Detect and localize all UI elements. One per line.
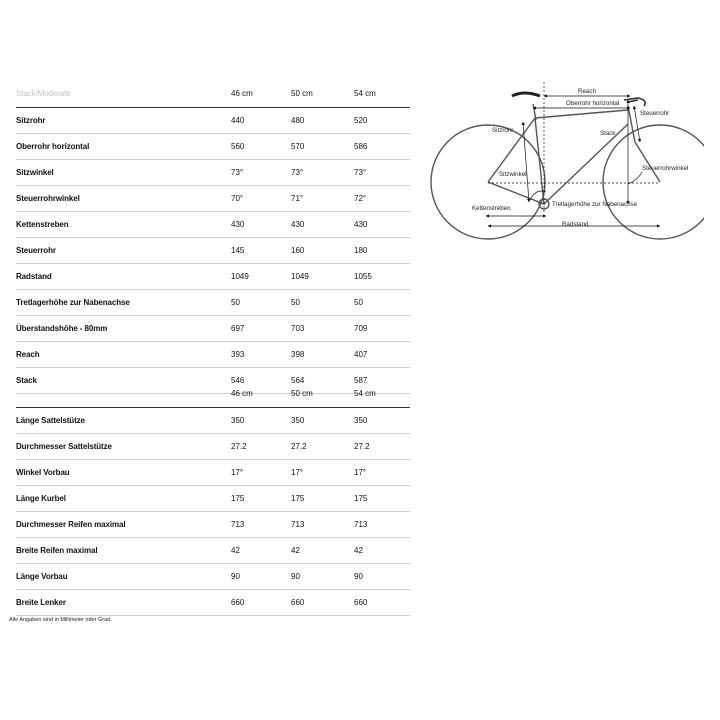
- row-label: Sitzrohr: [16, 116, 46, 125]
- table-row: [16, 342, 410, 368]
- row-value: 703: [291, 324, 305, 333]
- row-value: 560: [231, 142, 245, 151]
- row-label: Radstand: [16, 272, 52, 281]
- row-value: 393: [231, 350, 245, 359]
- table-row: [16, 238, 410, 264]
- components-table: [16, 384, 410, 616]
- header-size-50: 50 cm: [291, 89, 313, 98]
- row-value: 27.2: [231, 442, 247, 451]
- row-value: 1049: [291, 272, 309, 281]
- row-value: 50: [291, 298, 300, 307]
- row-value: 350: [231, 416, 245, 425]
- table-row: [16, 434, 410, 460]
- table-row: [16, 290, 410, 316]
- row-value: 175: [354, 494, 368, 503]
- row-value: 73°: [231, 168, 244, 177]
- row-value: 17°: [291, 468, 304, 477]
- header-size-54: 54 cm: [354, 89, 376, 98]
- row-value: 50: [231, 298, 240, 307]
- header-size-54: 54 cm: [354, 389, 376, 398]
- front-wheel: [603, 125, 704, 239]
- row-value: 440: [231, 116, 245, 125]
- row-value: 697: [231, 324, 245, 333]
- row-value: 520: [354, 116, 368, 125]
- bike-geometry-diagram: [428, 82, 704, 244]
- table-row: [16, 316, 410, 342]
- label-seat-tube: Sitzrohr: [492, 127, 514, 134]
- table-row: [16, 108, 410, 134]
- seat-tube-line: [523, 122, 529, 202]
- table-row: [16, 212, 410, 238]
- label-chainstays: Kettenstreben: [472, 205, 511, 212]
- row-value: 430: [231, 220, 245, 229]
- geometry-table-header: [16, 84, 410, 108]
- row-value: 90: [291, 572, 300, 581]
- row-label: Länge Vorbau: [16, 572, 68, 581]
- row-label: Breite Reifen maximal: [16, 546, 98, 555]
- row-value: 1055: [354, 272, 372, 281]
- handlebar: [624, 98, 645, 106]
- row-value: 175: [231, 494, 245, 503]
- header-size-46: 46 cm: [231, 389, 253, 398]
- row-value: 350: [291, 416, 305, 425]
- row-value: 27.2: [291, 442, 307, 451]
- row-value: 480: [291, 116, 305, 125]
- head-angle-arc: [628, 172, 642, 184]
- row-label: Durchmesser Sattelstütze: [16, 442, 112, 451]
- row-value: 587: [354, 376, 368, 385]
- table-row: [16, 134, 410, 160]
- label-stack: Stack: [600, 130, 616, 137]
- saddle: [512, 93, 540, 96]
- label-head-angle: Steuerrohrwinkel: [642, 165, 689, 172]
- label-head-tube: Steuerrohr: [640, 110, 670, 117]
- label-wheelbase: Radstand: [562, 221, 589, 228]
- fork: [635, 142, 660, 182]
- table-row: [16, 160, 410, 186]
- row-value: 586: [354, 142, 368, 151]
- row-value: 350: [354, 416, 368, 425]
- row-label: Länge Kurbel: [16, 494, 66, 503]
- row-value: 660: [291, 598, 305, 607]
- row-value: 145: [231, 246, 245, 255]
- row-value: 50: [354, 298, 363, 307]
- header-size-50: 50 cm: [291, 389, 313, 398]
- table-row: [16, 590, 410, 616]
- table-row: [16, 538, 410, 564]
- row-value: 42: [291, 546, 300, 555]
- head-tube: [628, 106, 635, 142]
- row-value: 430: [354, 220, 368, 229]
- row-label: Winkel Vorbau: [16, 468, 70, 477]
- row-value: 27.2: [354, 442, 370, 451]
- row-label: Sitzwinkel: [16, 168, 54, 177]
- table-row: [16, 408, 410, 434]
- row-value: 175: [291, 494, 305, 503]
- footnote: Alle Angaben sind in Millimeter oder Grad.: [9, 617, 112, 623]
- label-top-tube: Oberrohr horizontal: [566, 100, 620, 107]
- row-label: Steuerrohrwinkel: [16, 194, 80, 203]
- row-value: 709: [354, 324, 368, 333]
- table-row: [16, 264, 410, 290]
- row-value: 546: [231, 376, 245, 385]
- row-value: 71°: [291, 194, 304, 203]
- row-value: 70°: [231, 194, 244, 203]
- row-value: 17°: [354, 468, 367, 477]
- row-value: 180: [354, 246, 368, 255]
- row-label: Stack: [16, 376, 37, 385]
- row-value: 73°: [354, 168, 367, 177]
- row-label: Oberrohr horizontal: [16, 142, 90, 151]
- table-row: [16, 564, 410, 590]
- row-value: 42: [231, 546, 240, 555]
- row-label: Tretlagerhöhe zur Nabenachse: [16, 298, 130, 307]
- table-row: [16, 460, 410, 486]
- row-value: 90: [354, 572, 363, 581]
- row-value: 713: [291, 520, 305, 529]
- table-row: [16, 186, 410, 212]
- row-value: 407: [354, 350, 368, 359]
- row-label: Steuerrohr: [16, 246, 56, 255]
- components-table-header: [16, 384, 410, 408]
- row-value: 398: [291, 350, 305, 359]
- top-tube: [535, 110, 628, 118]
- table-row: [16, 486, 410, 512]
- row-value: 713: [354, 520, 368, 529]
- row-value: 160: [291, 246, 305, 255]
- stem: [628, 100, 638, 102]
- label-reach: Reach: [578, 88, 596, 95]
- row-label: Durchmesser Reifen maximal: [16, 520, 126, 529]
- row-label: Breite Lenker: [16, 598, 66, 607]
- row-value: 1049: [231, 272, 249, 281]
- row-value: 660: [354, 598, 368, 607]
- label-bb-drop: Tretlagerhöhe zur Nabenachse: [552, 201, 638, 208]
- row-value: 430: [291, 220, 305, 229]
- row-value: 660: [231, 598, 245, 607]
- label-seat-angle: Sitzwinkel: [499, 171, 527, 178]
- row-label: Kettenstreben: [16, 220, 69, 229]
- row-value: 564: [291, 376, 305, 385]
- row-label: Reach: [16, 350, 40, 359]
- row-value: 17°: [231, 468, 244, 477]
- row-label: Länge Sattelstütze: [16, 416, 85, 425]
- header-size-46: 46 cm: [231, 89, 253, 98]
- geometry-table: [16, 84, 410, 394]
- row-value: 90: [231, 572, 240, 581]
- row-label: Überstandshöhe - 80mm: [16, 324, 108, 333]
- row-value: 73°: [291, 168, 304, 177]
- row-value: 72°: [354, 194, 367, 203]
- header-label: Stack/Moderate: [16, 89, 71, 98]
- row-value: 42: [354, 546, 363, 555]
- row-value: 570: [291, 142, 305, 151]
- table-row: [16, 512, 410, 538]
- row-value: 713: [231, 520, 245, 529]
